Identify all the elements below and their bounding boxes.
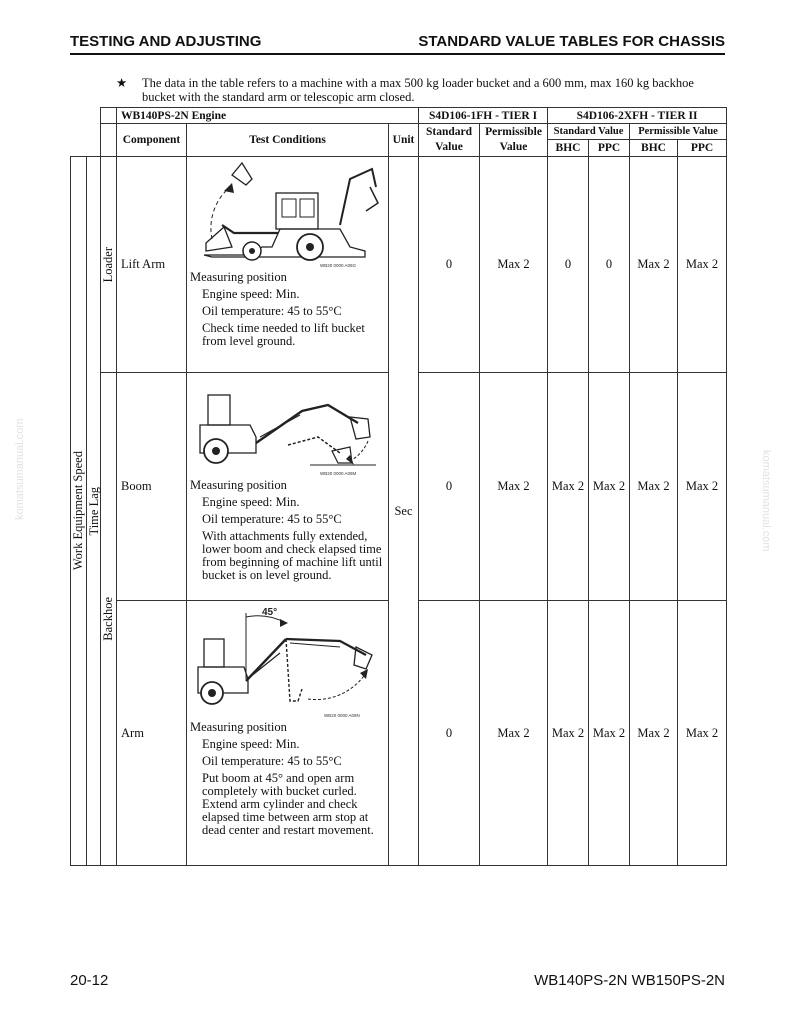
engine-speed-condition: Engine speed: Min.: [202, 495, 300, 509]
bhc-header: BHC: [630, 140, 678, 157]
perm-value: Max 2: [480, 601, 548, 866]
test-conditions-arm: [187, 601, 389, 866]
ppc-header: PPC: [589, 140, 630, 157]
t2-perm-bhc: Max 2: [630, 601, 678, 866]
t2-perm-ppc: Max 2: [678, 601, 727, 866]
measuring-position-label: Measuring position: [190, 478, 287, 492]
group-loader: Loader: [101, 246, 115, 283]
arm-figure: [190, 603, 386, 721]
t2-std-ppc: Max 2: [589, 373, 630, 601]
t2-permissible-header: Permissible Value: [630, 124, 727, 140]
standard-value-table: [70, 107, 727, 866]
bhc-header: BHC: [548, 140, 589, 157]
oil-temperature-condition: Oil temperature: 45 to 55°C: [202, 304, 342, 318]
oil-temperature-condition: Oil temperature: 45 to 55°C: [202, 754, 342, 768]
permissible-value-header: Permissible Value: [480, 124, 548, 157]
page-number: 20-12: [70, 972, 109, 989]
boom-figure: [190, 375, 386, 479]
perm-value: Max 2: [480, 157, 548, 373]
page-header: [70, 33, 725, 55]
measuring-position-label: Measuring position: [190, 720, 287, 734]
lift-arm-figure: [190, 159, 386, 271]
procedure-text: Put boom at 45° and open arm completely with bucket curled. Extend arm cylinder and check elapsed time between arm stop at dead center and restart movement.: [202, 771, 374, 837]
watermark-right: komatsumanual.com: [760, 450, 772, 552]
figure-code: WB20 0000 A08M: [320, 471, 357, 476]
t2-perm-ppc: Max 2: [678, 373, 727, 601]
note-text: The data in the table refers to a machine with a max 500 kg loader bucket and a 600 mm, max 160 kg backhoe bucket with the standard arm or telescopic arm closed.: [142, 76, 694, 104]
tier1-header: S4D106-1FH - TIER I: [419, 108, 548, 124]
component-lift-arm: Lift Arm: [117, 157, 187, 373]
group-time-lag: Time Lag: [87, 486, 101, 536]
tier2-header: S4D106-2XFH - TIER II: [548, 108, 727, 124]
unit-value: Sec: [389, 157, 419, 866]
t2-std-ppc: 0: [589, 157, 630, 373]
test-conditions-boom: [187, 373, 389, 601]
t2-std-ppc: Max 2: [589, 601, 630, 866]
perm-value: Max 2: [480, 373, 548, 601]
ppc-header: PPC: [678, 140, 727, 157]
test-conditions-header: Test Conditions: [187, 124, 389, 157]
model-names: WB140PS-2N WB150PS-2N: [534, 972, 725, 989]
watermark-left: komatsumanual.com: [14, 418, 26, 520]
std-value: 0: [419, 601, 480, 866]
t2-perm-bhc: Max 2: [630, 373, 678, 601]
figure-code: WB20 0000 A06G: [320, 263, 357, 268]
measuring-position-label: Measuring position: [190, 270, 287, 284]
t2-perm-ppc: Max 2: [678, 157, 727, 373]
t2-standard-header: Standard Value: [548, 124, 630, 140]
std-value: 0: [419, 157, 480, 373]
engine-speed-condition: Engine speed: Min.: [202, 737, 300, 751]
group-backhoe: Backhoe: [101, 597, 115, 641]
component-arm: Arm: [117, 601, 187, 866]
component-boom: Boom: [117, 373, 187, 601]
engine-speed-condition: Engine speed: Min.: [202, 287, 300, 301]
engine-label: WB140PS-2N Engine: [117, 108, 419, 124]
std-value: 0: [419, 373, 480, 601]
chapter-title: STANDARD VALUE TABLES FOR CHASSIS: [418, 33, 725, 50]
t2-perm-bhc: Max 2: [630, 157, 678, 373]
figure-code: WB20 0000 A09N: [324, 713, 360, 718]
procedure-text: Check time needed to lift bucket from level ground.: [202, 321, 365, 348]
section-title: TESTING AND ADJUSTING: [70, 33, 262, 50]
unit-header: Unit: [389, 124, 419, 157]
t2-std-bhc: 0: [548, 157, 589, 373]
angle-label: 45°: [262, 607, 278, 618]
star-icon: ★: [116, 76, 128, 90]
t2-std-bhc: Max 2: [548, 373, 589, 601]
group-work-equipment-speed: Work Equipment Speed: [71, 451, 85, 571]
standard-value-header: Standard Value: [419, 124, 480, 157]
oil-temperature-condition: Oil temperature: 45 to 55°C: [202, 512, 342, 526]
component-header: Component: [117, 124, 187, 157]
procedure-text: With attachments fully extended, lower boom and check elapsed time from beginning of machine lift until bucket is on level ground.: [202, 529, 383, 582]
t2-std-bhc: Max 2: [548, 601, 589, 866]
test-conditions-lift-arm: [187, 157, 389, 373]
